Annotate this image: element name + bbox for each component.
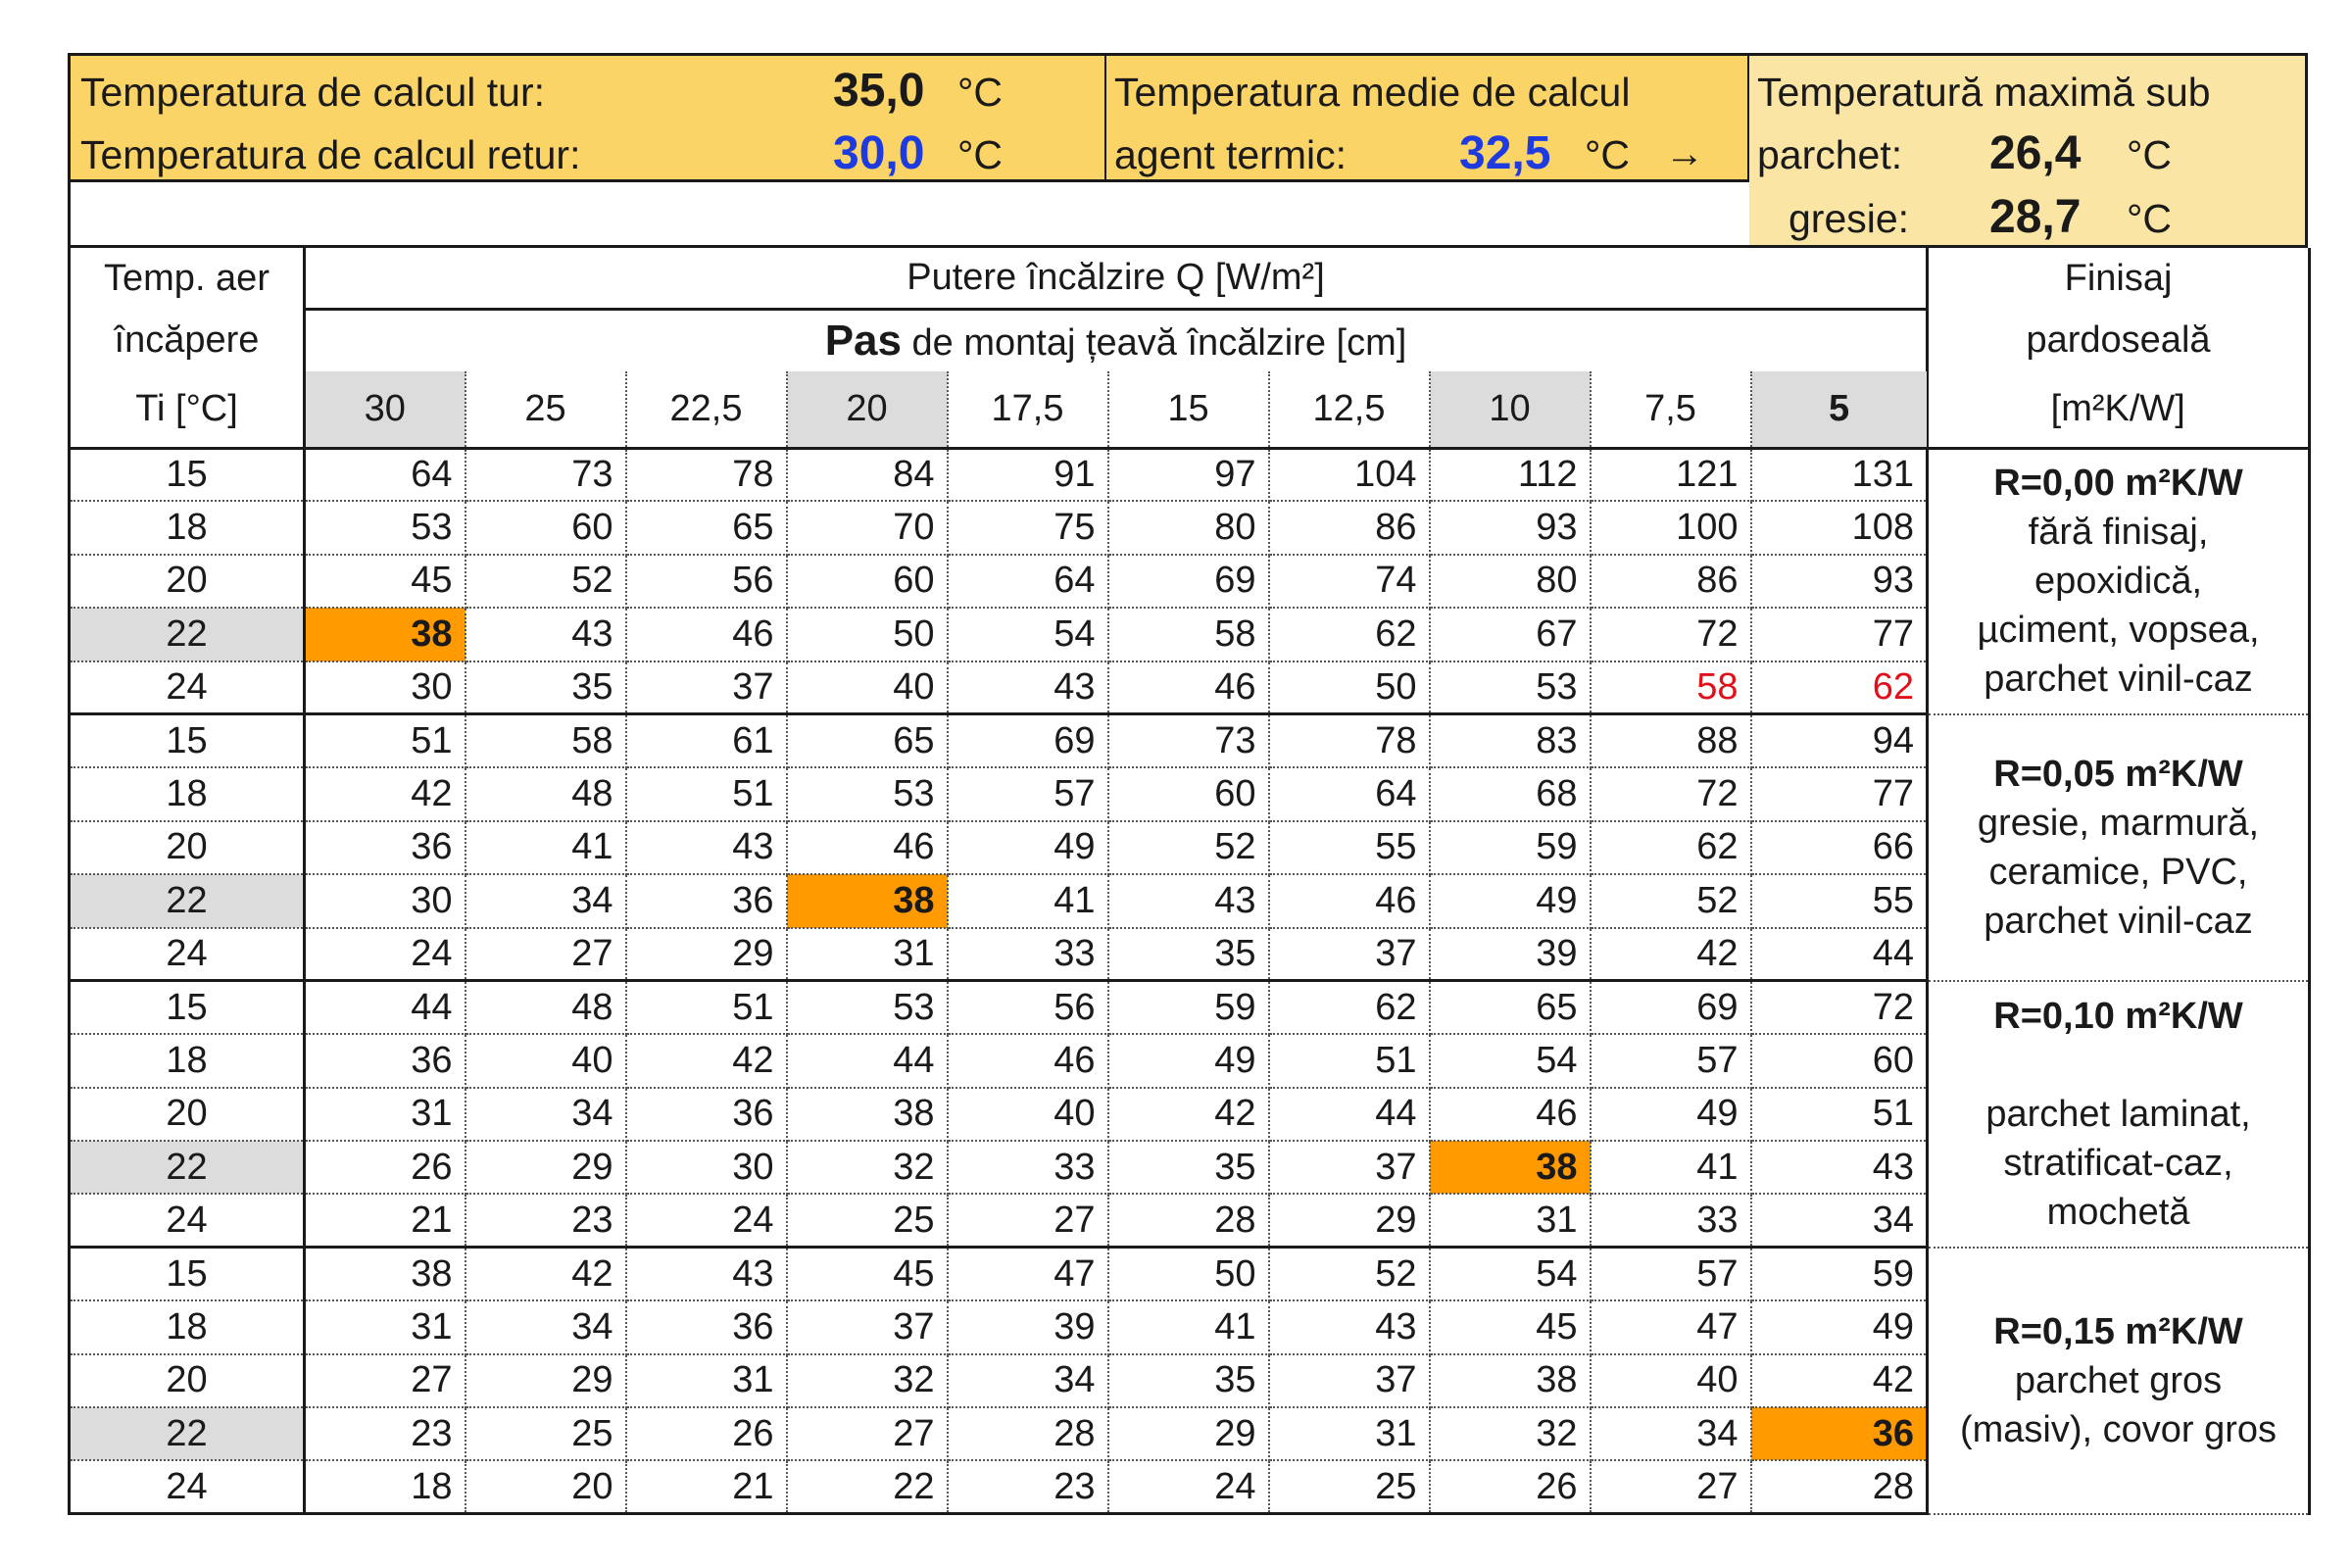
power-cell: 26: [626, 1407, 787, 1460]
header-blank-row: [68, 182, 1749, 248]
finish-description: parchet vinil-caz: [1984, 900, 2253, 942]
power-cell: 31: [1430, 1194, 1591, 1247]
power-cell: 40: [466, 1034, 626, 1087]
power-cell: 38: [787, 874, 948, 927]
power-cell: 49: [1591, 1088, 1751, 1141]
power-cell: 46: [948, 1034, 1108, 1087]
heating-power-table: [68, 248, 2311, 1515]
power-cell: 62: [1751, 662, 1928, 714]
power-cell: 46: [1108, 662, 1269, 714]
power-cell: 29: [466, 1354, 626, 1407]
power-cell: 38: [305, 1248, 466, 1300]
finish-description: (masiv), covor gros: [1959, 1408, 2278, 1450]
gresie-line: [1749, 188, 2305, 251]
finish-cell: [1928, 714, 2310, 981]
spacing-header: 12,5: [1269, 371, 1430, 448]
power-cell: 41: [948, 874, 1108, 927]
power-cell: 27: [787, 1407, 948, 1460]
power-cell: 30: [305, 874, 466, 927]
finish-description: mochetă: [2046, 1191, 2190, 1233]
power-cell: 43: [626, 821, 787, 874]
power-cell: 97: [1108, 448, 1269, 501]
parchet-label: parchet:: [1757, 132, 1903, 177]
max-title: Temperatură maximă sub: [1757, 70, 2211, 115]
power-cell: 18: [305, 1460, 466, 1513]
power-cell: 26: [1430, 1460, 1591, 1513]
power-cell: 34: [466, 874, 626, 927]
heating-table-sheet: [68, 53, 2308, 1515]
power-cell: 65: [787, 714, 948, 767]
power-cell: 66: [1751, 821, 1928, 874]
ti-cell: 15: [70, 1248, 305, 1300]
power-cell: 29: [466, 1141, 626, 1194]
power-cell: 46: [626, 608, 787, 661]
power-cell: 93: [1430, 501, 1591, 554]
power-cell: 29: [1269, 1194, 1430, 1247]
power-cell: 69: [948, 714, 1108, 767]
power-cell: 58: [466, 714, 626, 767]
power-cell: 53: [305, 501, 466, 554]
power-cell: 31: [305, 1088, 466, 1141]
power-cell: 57: [1591, 1034, 1751, 1087]
spacing-header: 30: [305, 371, 466, 448]
power-cell: 46: [1430, 1088, 1591, 1141]
power-cell: 78: [626, 448, 787, 501]
power-cell: 43: [948, 662, 1108, 714]
power-cell: 67: [1430, 608, 1591, 661]
fin-head-1: Finisaj: [1928, 248, 2310, 309]
power-cell: 59: [1108, 981, 1269, 1034]
header-max-floor-temperature: [1749, 53, 2308, 248]
power-cell: 104: [1269, 448, 1430, 501]
retur-value: 30,0: [833, 127, 925, 179]
finish-description: µciment, vopsea,: [1977, 610, 2260, 652]
power-cell: 28: [1108, 1194, 1269, 1247]
power-cell: 39: [948, 1300, 1108, 1353]
power-cell: 29: [1108, 1407, 1269, 1460]
power-cell: 31: [305, 1300, 466, 1353]
power-cell: 32: [787, 1141, 948, 1194]
ti-cell: 15: [70, 981, 305, 1034]
power-cell: 23: [948, 1460, 1108, 1513]
power-cell: 70: [787, 501, 948, 554]
power-cell: 46: [787, 821, 948, 874]
power-cell: 36: [1751, 1407, 1928, 1460]
power-cell: 35: [1108, 1354, 1269, 1407]
power-cell: 69: [1108, 555, 1269, 608]
parchet-value: 26,4: [1989, 127, 2082, 179]
power-cell: 33: [948, 928, 1108, 981]
arrow-right-icon: →: [1665, 132, 1704, 175]
spacing-header: 25: [466, 371, 626, 448]
power-cell: 33: [948, 1141, 1108, 1194]
power-cell: 41: [466, 821, 626, 874]
power-cell: 36: [626, 1088, 787, 1141]
power-cell: 27: [948, 1194, 1108, 1247]
power-cell: 21: [626, 1460, 787, 1513]
power-cell: 47: [948, 1248, 1108, 1300]
power-cell: 30: [626, 1141, 787, 1194]
spacing-header: 5: [1751, 371, 1928, 448]
power-cell: 86: [1269, 501, 1430, 554]
power-cell: 20: [466, 1460, 626, 1513]
power-cell: 29: [626, 928, 787, 981]
power-cell: 42: [1591, 928, 1751, 981]
power-cell: 65: [626, 501, 787, 554]
power-cell: 49: [948, 821, 1108, 874]
power-cell: 24: [626, 1194, 787, 1247]
power-cell: 50: [1269, 662, 1430, 714]
power-cell: 75: [948, 501, 1108, 554]
power-cell: 77: [1751, 767, 1928, 820]
power-cell: 33: [1591, 1194, 1751, 1247]
power-cell: 73: [466, 448, 626, 501]
ti-head-1: Temp. aer: [70, 248, 305, 309]
power-cell: 37: [1269, 928, 1430, 981]
power-cell: 22: [787, 1460, 948, 1513]
gresie-unit: °C: [2127, 196, 2173, 241]
power-cell: 36: [305, 821, 466, 874]
power-cell: 62: [1591, 821, 1751, 874]
tur-label: Temperatura de calcul tur:: [80, 70, 546, 115]
power-cell: 45: [305, 555, 466, 608]
power-cell: 34: [466, 1300, 626, 1353]
gresie-value: 28,7: [1989, 191, 2082, 243]
power-cell: 26: [305, 1141, 466, 1194]
power-cell: 58: [1108, 608, 1269, 661]
medie-label-1: Temperatura medie de calcul: [1114, 70, 1631, 115]
power-cell: 58: [1591, 662, 1751, 714]
power-cell: 50: [1108, 1248, 1269, 1300]
power-cell: 80: [1108, 501, 1269, 554]
power-cell: 94: [1751, 714, 1928, 767]
power-cell: 83: [1430, 714, 1591, 767]
power-cell: 62: [1269, 981, 1430, 1034]
power-cell: 60: [1108, 767, 1269, 820]
power-cell: 47: [1591, 1300, 1751, 1353]
pas-head: [305, 309, 1928, 371]
fin-head-3: [m²K/W]: [1928, 371, 2310, 448]
power-cell: 38: [1430, 1141, 1591, 1194]
power-cell: 25: [787, 1194, 948, 1247]
ti-cell: 22: [70, 1407, 305, 1460]
power-cell: 36: [626, 1300, 787, 1353]
power-cell: 40: [1591, 1354, 1751, 1407]
ti-cell: 18: [70, 1034, 305, 1087]
power-cell: 56: [948, 981, 1108, 1034]
finish-cell: [1928, 981, 2310, 1248]
power-cell: 34: [1591, 1407, 1751, 1460]
power-cell: 31: [787, 928, 948, 981]
power-cell: 43: [1751, 1141, 1928, 1194]
finish-description: fără finisaj,: [2028, 512, 2209, 554]
ti-cell: 20: [70, 1354, 305, 1407]
fin-head-2: pardoseală: [1928, 309, 2310, 371]
power-cell: 121: [1591, 448, 1751, 501]
power-cell: 43: [466, 608, 626, 661]
power-cell: 44: [1269, 1088, 1430, 1141]
ti-head-2: încăpere: [70, 309, 305, 371]
power-cell: 41: [1108, 1300, 1269, 1353]
power-cell: 51: [305, 714, 466, 767]
max-title-line: [1749, 62, 2305, 124]
power-cell: 57: [1591, 1248, 1751, 1300]
power-cell: 72: [1591, 608, 1751, 661]
power-cell: 45: [787, 1248, 948, 1300]
power-cell: 34: [466, 1088, 626, 1141]
power-cell: 42: [305, 767, 466, 820]
power-cell: 36: [305, 1034, 466, 1087]
resistance-title: R=0,05 m²K/W: [1993, 753, 2243, 795]
finish-description: parchet vinil-caz: [1984, 659, 2253, 701]
spacing-header: 22,5: [626, 371, 787, 448]
power-cell: 35: [1108, 1141, 1269, 1194]
medie-line-2: [1106, 124, 1747, 187]
power-cell: 51: [1751, 1088, 1928, 1141]
power-cell: 42: [466, 1248, 626, 1300]
power-cell: 55: [1269, 821, 1430, 874]
ti-cell: 15: [70, 448, 305, 501]
retur-line: [71, 124, 1104, 187]
power-cell: 64: [948, 555, 1108, 608]
power-cell: 53: [787, 981, 948, 1034]
power-cell: 112: [1430, 448, 1591, 501]
power-cell: 52: [1269, 1248, 1430, 1300]
power-cell: 91: [948, 448, 1108, 501]
table-row: [70, 448, 2310, 501]
power-cell: 56: [626, 555, 787, 608]
power-cell: 60: [466, 501, 626, 554]
power-cell: 27: [305, 1354, 466, 1407]
power-cell: 37: [1269, 1354, 1430, 1407]
ti-cell: 20: [70, 821, 305, 874]
power-cell: 78: [1269, 714, 1430, 767]
power-cell: 37: [787, 1300, 948, 1353]
power-cell: 42: [1751, 1354, 1928, 1407]
parchet-unit: °C: [2127, 132, 2173, 177]
ti-head-3: Ti [°C]: [70, 371, 305, 448]
ti-cell: 24: [70, 1460, 305, 1513]
power-cell: 49: [1430, 874, 1591, 927]
power-cell: 43: [1269, 1300, 1430, 1353]
medie-line-1: [1106, 62, 1747, 124]
ti-cell: 18: [70, 1300, 305, 1353]
power-cell: 59: [1751, 1248, 1928, 1300]
pas-rest: de montaj țeavă încălzire [cm]: [901, 321, 1407, 364]
power-cell: 23: [305, 1407, 466, 1460]
finish-cell: [1928, 1248, 2310, 1514]
power-cell: 69: [1591, 981, 1751, 1034]
power-cell: 57: [948, 767, 1108, 820]
power-cell: 21: [305, 1194, 466, 1247]
power-cell: 35: [1108, 928, 1269, 981]
power-cell: 39: [1430, 928, 1591, 981]
power-cell: 54: [1430, 1248, 1591, 1300]
finish-description: ceramice, PVC,: [1988, 851, 2248, 893]
power-cell: 38: [305, 608, 466, 661]
power-cell: 25: [1269, 1460, 1430, 1513]
power-cell: 93: [1751, 555, 1928, 608]
power-cell: 52: [466, 555, 626, 608]
power-cell: 68: [1430, 767, 1591, 820]
power-cell: 72: [1591, 767, 1751, 820]
resistance-title: R=0,10 m²K/W: [1993, 995, 2243, 1037]
ti-cell: 18: [70, 767, 305, 820]
power-head: Putere încălzire Q [W/m²]: [305, 248, 1928, 309]
ti-cell: 24: [70, 928, 305, 981]
power-cell: 52: [1591, 874, 1751, 927]
power-cell: 100: [1591, 501, 1751, 554]
ti-cell: 20: [70, 555, 305, 608]
spacing-header: 17,5: [948, 371, 1108, 448]
power-cell: 108: [1751, 501, 1928, 554]
power-cell: 34: [948, 1354, 1108, 1407]
power-cell: 40: [787, 662, 948, 714]
power-cell: 37: [626, 662, 787, 714]
power-cell: 42: [1108, 1088, 1269, 1141]
power-cell: 64: [305, 448, 466, 501]
header-mean-temperature: [1106, 53, 1749, 182]
power-cell: 84: [787, 448, 948, 501]
finish-description: parchet gros: [2014, 1359, 2223, 1401]
power-cell: 52: [1108, 821, 1269, 874]
ti-cell: 24: [70, 1194, 305, 1247]
power-cell: 50: [787, 608, 948, 661]
power-cell: 54: [1430, 1034, 1591, 1087]
finish-description: epoxidică,: [2034, 561, 2203, 603]
ti-cell: 24: [70, 662, 305, 714]
medie-unit: °C: [1585, 132, 1631, 177]
power-cell: 51: [1269, 1034, 1430, 1087]
power-cell: 60: [1751, 1034, 1928, 1087]
finish-description: stratificat-caz,: [2003, 1142, 2233, 1184]
power-cell: 48: [466, 767, 626, 820]
power-cell: 28: [948, 1407, 1108, 1460]
power-cell: 30: [305, 662, 466, 714]
resistance-title: R=0,15 m²K/W: [1993, 1310, 2243, 1352]
power-cell: 49: [1108, 1034, 1269, 1087]
power-cell: 44: [787, 1034, 948, 1087]
power-cell: 49: [1751, 1300, 1928, 1353]
power-cell: 27: [466, 928, 626, 981]
power-cell: 51: [626, 767, 787, 820]
power-cell: 53: [787, 767, 948, 820]
power-cell: 32: [1430, 1407, 1591, 1460]
power-cell: 28: [1751, 1460, 1928, 1513]
power-cell: 40: [948, 1088, 1108, 1141]
power-cell: 54: [948, 608, 1108, 661]
medie-label-2: agent termic:: [1114, 132, 1347, 177]
power-cell: 74: [1269, 555, 1430, 608]
power-cell: 43: [626, 1248, 787, 1300]
power-cell: 32: [787, 1354, 948, 1407]
power-cell: 73: [1108, 714, 1269, 767]
power-cell: 38: [1430, 1354, 1591, 1407]
table-row: [70, 981, 2310, 1034]
retur-label: Temperatura de calcul retur:: [80, 132, 581, 177]
power-cell: 35: [466, 662, 626, 714]
power-cell: 44: [305, 981, 466, 1034]
ti-cell: 22: [70, 608, 305, 661]
power-cell: 31: [1269, 1407, 1430, 1460]
ti-cell: 15: [70, 714, 305, 767]
power-cell: 37: [1269, 1141, 1430, 1194]
power-cell: 36: [626, 874, 787, 927]
tur-unit: °C: [957, 70, 1004, 115]
power-cell: 55: [1751, 874, 1928, 927]
medie-value: 32,5: [1459, 127, 1551, 179]
resistance-title: R=0,00 m²K/W: [1993, 463, 2243, 505]
power-cell: 24: [305, 928, 466, 981]
power-cell: 48: [466, 981, 626, 1034]
power-cell: 131: [1751, 448, 1928, 501]
power-cell: 23: [466, 1194, 626, 1247]
ti-cell: 20: [70, 1088, 305, 1141]
power-cell: 72: [1751, 981, 1928, 1034]
power-cell: 60: [787, 555, 948, 608]
finish-description: parchet laminat,: [1985, 1093, 2251, 1135]
power-cell: 86: [1591, 555, 1751, 608]
power-cell: 46: [1269, 874, 1430, 927]
power-cell: 25: [466, 1407, 626, 1460]
tur-line: [71, 62, 1104, 124]
power-cell: 38: [787, 1088, 948, 1141]
power-cell: 80: [1430, 555, 1591, 608]
finish-description: [1929, 1041, 2308, 1090]
spacing-header: 10: [1430, 371, 1591, 448]
power-cell: 62: [1269, 608, 1430, 661]
retur-unit: °C: [957, 132, 1004, 177]
pas-bold: Pas: [824, 316, 902, 365]
header-supply-return: [68, 53, 1106, 182]
power-cell: 27: [1591, 1460, 1751, 1513]
table-row: [70, 1248, 2310, 1300]
power-cell: 42: [626, 1034, 787, 1087]
parchet-line: [1749, 124, 2305, 187]
power-cell: 53: [1430, 662, 1591, 714]
table-row: [70, 714, 2310, 767]
tur-value: 35,0: [833, 65, 925, 117]
ti-cell: 22: [70, 874, 305, 927]
finish-cell: [1928, 448, 2310, 714]
power-cell: 31: [626, 1354, 787, 1407]
ti-cell: 22: [70, 1141, 305, 1194]
power-cell: 24: [1108, 1460, 1269, 1513]
power-cell: 43: [1108, 874, 1269, 927]
power-cell: 45: [1430, 1300, 1591, 1353]
power-cell: 59: [1430, 821, 1591, 874]
ti-cell: 18: [70, 501, 305, 554]
finish-description: gresie, marmură,: [1977, 802, 2260, 844]
power-cell: 61: [626, 714, 787, 767]
power-cell: 88: [1591, 714, 1751, 767]
power-cell: 65: [1430, 981, 1591, 1034]
spacing-header: 20: [787, 371, 948, 448]
power-cell: 77: [1751, 608, 1928, 661]
spacing-header: 15: [1108, 371, 1269, 448]
spacing-header: 7,5: [1591, 371, 1751, 448]
power-cell: 64: [1269, 767, 1430, 820]
gresie-label: gresie:: [1788, 196, 1910, 241]
power-cell: 44: [1751, 928, 1928, 981]
power-cell: 34: [1751, 1194, 1928, 1247]
power-cell: 51: [626, 981, 787, 1034]
power-cell: 41: [1591, 1141, 1751, 1194]
